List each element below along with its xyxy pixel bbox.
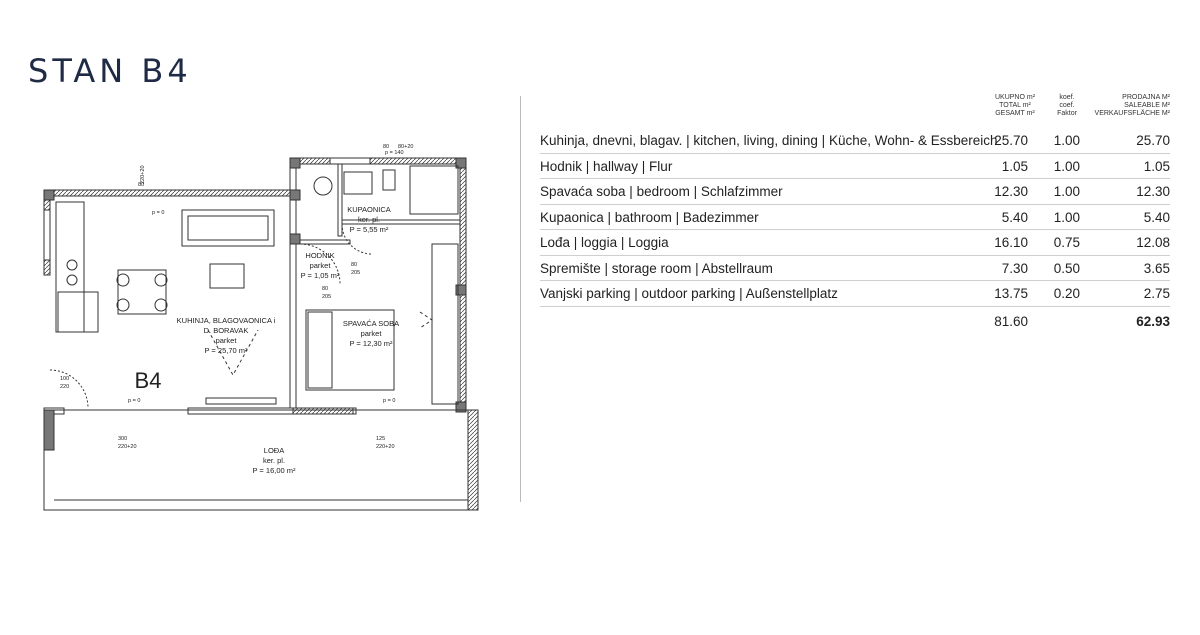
row-total: 1.05: [1001, 158, 1028, 174]
total-saleable: 62.93: [1136, 313, 1170, 329]
dim-100: 100: [60, 376, 70, 382]
room-kitchen-floor: parket: [215, 336, 237, 345]
row-saleable: 1.05: [1143, 158, 1170, 174]
room-loggia-floor: ker. pl.: [262, 456, 286, 465]
room-kitchen-area: P = 25,70 m²: [204, 346, 248, 355]
room-bathroom-name: KUPAONICA: [347, 205, 391, 214]
table-row: [540, 256, 1170, 282]
total-area: 81.60: [994, 313, 1028, 329]
row-saleable: 2.75: [1143, 286, 1170, 301]
row-coef: 0.20: [1053, 286, 1080, 301]
page-title: STAN B4: [28, 52, 192, 90]
room-bedroom-name: SPAVAĆA SOBA: [342, 319, 400, 328]
row-name: Kuhinja, dnevni, blagav. | kitchen, living, dining | Küche, Wohn- & Essbereich: [540, 133, 998, 148]
dim-220: 220: [60, 384, 70, 390]
dim-p0-loggia: p = 0: [128, 398, 141, 404]
row-total: 12.30: [994, 184, 1028, 199]
room-hallway-name: HODNIK: [305, 251, 335, 260]
dim-220-20-b: 220+20: [118, 444, 137, 450]
row-coef: 0.50: [1053, 260, 1080, 276]
row-coef: 1.00: [1053, 158, 1080, 174]
row-saleable: 3.65: [1143, 260, 1170, 276]
row-coef: 0.75: [1053, 235, 1080, 250]
row-saleable: 25.70: [1136, 133, 1170, 148]
unit-label: B4: [134, 368, 162, 393]
room-kitchen-name: KUHINJA, BLAGOVAONICA i: [176, 316, 276, 325]
room-hallway-floor: parket: [309, 261, 331, 270]
row-name: Kupaonica | bathroom | Badezimmer: [540, 209, 759, 225]
dim-80-bath: 80: [383, 144, 390, 150]
header-total: UKUPNO m² TOTAL m² GESAMT m²: [994, 94, 1036, 117]
room-bedroom-floor: parket: [360, 329, 382, 338]
table-row: [540, 281, 1170, 307]
area-table: [540, 94, 1170, 331]
row-saleable: 12.30: [1136, 184, 1170, 199]
room-loggia-area: P = 16,00 m²: [252, 466, 296, 475]
dim-80-bedroom: 80: [351, 262, 358, 268]
dim-220-20-a: 220+20: [140, 165, 146, 184]
row-coef: 1.00: [1053, 184, 1080, 199]
row-name: Vanjski parking | outdoor parking | Außenstellplatz: [540, 286, 838, 301]
row-name: Spavaća soba | bedroom | Schlafzimmer: [540, 184, 783, 199]
header-saleable: PRODAJNA M² SALEABLE M² VERKAUFSFLÄCHE M²: [1094, 94, 1170, 117]
row-name: Hodnik | hallway | Flur: [540, 158, 673, 174]
dim-p0-bedroom: p = 0: [383, 398, 396, 404]
room-bathroom-area: P = 5,55 m²: [349, 225, 389, 234]
row-saleable: 5.40: [1143, 209, 1170, 225]
dim-p140: p = 140: [385, 150, 404, 156]
table-row: [540, 230, 1170, 256]
table-row: [540, 128, 1170, 154]
row-name: Spremište | storage room | Abstellraum: [540, 260, 773, 276]
totals-row: [540, 307, 1170, 331]
floor-plan: [38, 140, 488, 515]
row-saleable: 12.08: [1136, 235, 1170, 250]
divider: [520, 96, 521, 502]
row-total: 16.10: [994, 235, 1028, 250]
row-total: 13.75: [994, 286, 1028, 301]
dim-300: 300: [118, 436, 128, 442]
row-coef: 1.00: [1053, 133, 1080, 148]
row-total: 5.40: [1001, 209, 1028, 225]
dim-80-a: 80: [138, 182, 145, 188]
dim-205-bedroom: 205: [351, 270, 361, 276]
dim-220-20-c: 220+20: [376, 444, 395, 450]
table-row: [540, 205, 1170, 231]
room-kitchen-name2: D. BORAVAK: [203, 326, 249, 335]
room-bathroom-floor: ker. pl.: [357, 215, 381, 224]
dim-80-hallway: 80: [322, 286, 329, 292]
header-coef: koef. coef. Faktor: [1057, 94, 1077, 117]
table-header: [540, 94, 1170, 128]
row-total: 25.70: [994, 133, 1028, 148]
room-bedroom-area: P = 12,30 m²: [349, 339, 393, 348]
room-hallway-area: P = 1,05 m²: [300, 271, 340, 280]
table-row: [540, 154, 1170, 180]
room-loggia-name: LOĐA: [263, 446, 285, 455]
dim-205-hallway: 205: [322, 294, 332, 300]
dim-125: 125: [376, 436, 386, 442]
table-row: [540, 179, 1170, 205]
dim-80-20-bath: 80+20: [398, 144, 414, 150]
row-name: Lođa | loggia | Loggia: [540, 235, 669, 250]
row-total: 7.30: [1001, 260, 1028, 276]
row-coef: 1.00: [1053, 209, 1080, 225]
dim-p0-kitchen: p = 0: [152, 210, 165, 216]
